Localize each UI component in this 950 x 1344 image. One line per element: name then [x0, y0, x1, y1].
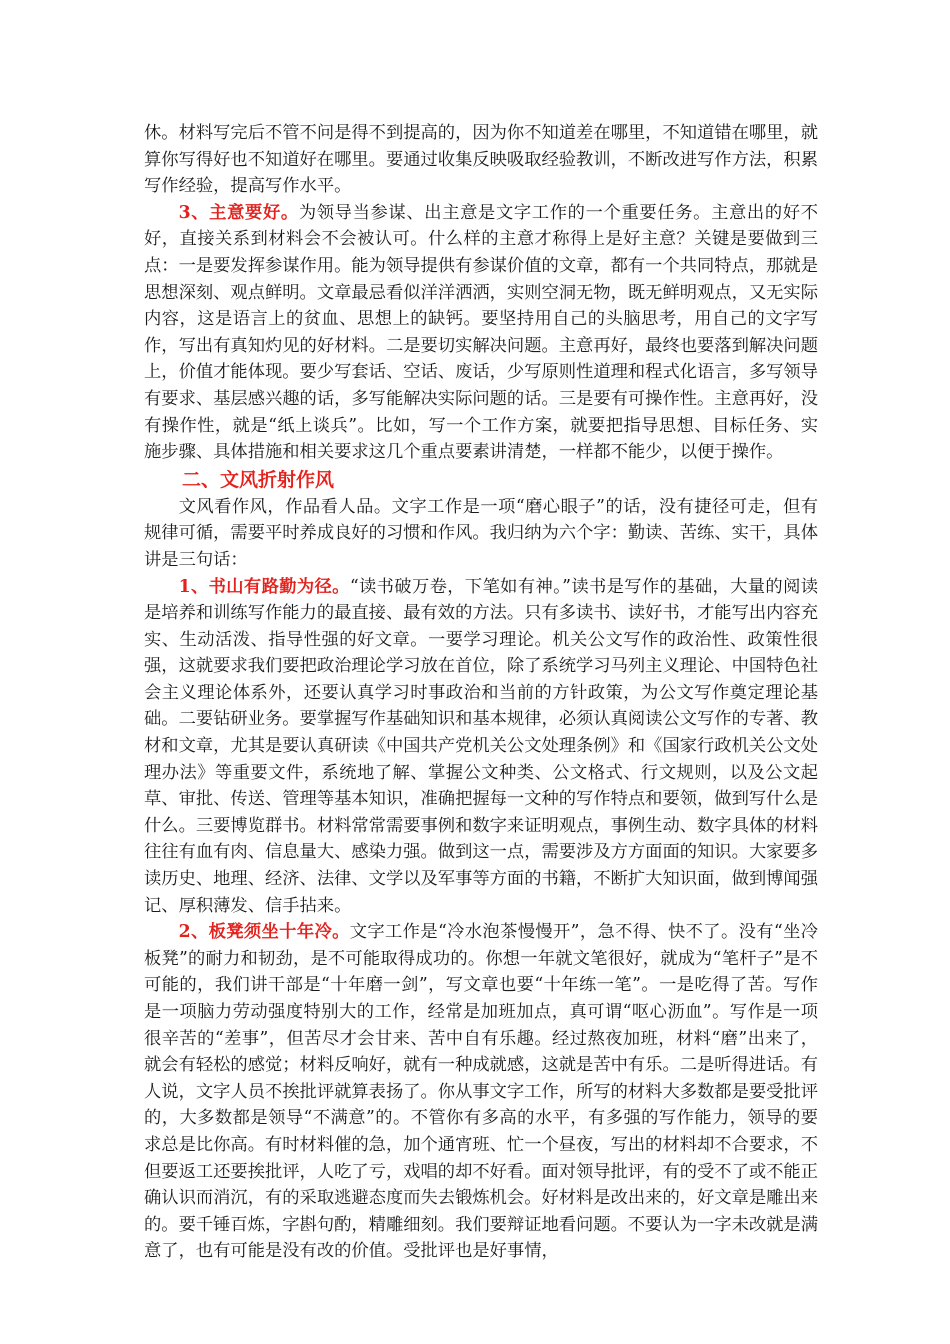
item-1-heading: 1、书山有路勤为径。: [178, 576, 350, 597]
item-1-body: “读书破万卷，下笔如有神。”读书是写作的基础，大量的阅读是培养和训练写作能力的最直接、最有效的方法。只有多读书、读好书，才能写出内容充实、生动活泼、指导性强的好文章。一要学习理论。机关公文写作的政治性、政策性很强，这就要求我们要把政治理论学习放在首位，除了系统学习马列主义理论、中国特色社会主义理论体系外，还要认真学习时事政治和当前的方针政策，为公文写作奠定理论基础。二要钻研业务。要掌握写作基础知识和基本规律，必须认真阅读公文写作的专著、教材和文章，尤其是要认真研读《中国共产党机关公文处理条例》和《国家行政机关公文处理办法》等重要文件，系统地了解、掌握公文种类、公文格式、行文规则，以及公文起草、审批、传送、管理等基本知识，准确把握每一文种的写作特点和要领，做到写什么是什么。三要博览群书。材料常常需要事例和数字来证明观点，事例生动、数字具体的材料往往有血有肉、信息量大、感染力强。做到这一点，需要涉及方方面面的知识。大家要多读历史、地理、经济、法律、文学以及军事等方面的书籍，不断扩大知识面，做到博闻强记、厚积薄发、信手拈来。: [144, 576, 819, 916]
paragraph-item-2: [144, 919, 818, 1265]
item-2-body: 文字工作是“冷水泡茶慢慢开”，急不得、快不了。没有“坐冷板凳”的耐力和韧劲，是不可能取得成功的。你想一年就文笔很好，就成为“笔杆子”是不可能的，我们讲干部是“十年磨一剑”，写文章也要“十年练一笔”。一是吃得了苦。写作是一项脑力劳动强度特别大的工作，经常是加班加点，真可谓“呕心沥血”。写作是一项很辛苦的“差事”，但苦尽才会甘来、苦中自有乐趣。经过熬夜加班，材料“磨”出来了，就会有轻松的感觉；材料反响好，就有一种成就感，这就是苦中有乐。二是听得进话。有人说，文字人员不挨批评就算表扬了。你从事文字工作，所写的材料大多数都是要受批评的，大多数都是领导“不满意”的。不管你有多高的水平，有多强的写作能力，领导的要求总是比你高。有时材料催的急，加个通宵班、忙一个昼夜，写出的材料却不合要求，不但要返工还要挨批评，人吃了亏，戏唱的却不好看。面对领导批评，有的受不了或不能正确认识而消沉，有的采取逃避态度而失去锻炼机会。好材料是改出来的，好文章是雕出来的。要千锤百炼，字斟句酌，精雕细刻。我们要辩证地看问题。不要认为一字未改就是满意了，也有可能是没有改的价值。受批评也是好事情，: [144, 922, 818, 1262]
paragraph-point-3: [144, 200, 818, 466]
point-3-heading: 3、主意要好。: [178, 202, 299, 223]
document-page: [144, 120, 818, 1265]
point-3-body: 为领导当参谋、出主意是文字工作的一个重要任务。主意出的好不好，直接关系到材料会不会被认可。什么样的主意才称得上是好主意？关键是要做到三点：一是要发挥参谋作用。能为领导提供有参谋价值的文章，都有一个共同特点，那就是思想深刻、观点鲜明。文章最忌看似洋洋洒洒，实则空洞无物，既无鲜明观点，又无实际内容，这是语言上的贫血、思想上的缺钙。要坚持用自己的头脑思考，用自己的文字写作，写出有真知灼见的好材料。二是要切实解决问题。主意再好，最终也要落到解决问题上，价值才能体现。要少写套话、空话、废话，少写原则性道理和程式化语言，多写领导有要求、基层感兴趣的话，多写能解决实际问题的话。三是要有可操作性。主意再好，没有操作性，就是“纸上谈兵”。比如，写一个工作方案，就要把指导思想、目标任务、实施步骤、具体措施和相关要求这几个重点要素讲清楚，一样都不能少，以便于操作。: [144, 202, 818, 463]
paragraph-continuation: 休。材料写完后不管不问是得不到提高的，因为你不知道差在哪里，不知道错在哪里，就算你写得好也不知道好在哪里。要通过收集反映吸取经验教训，不断改进写作方法，积累写作经验，提高写作水平。: [144, 123, 818, 197]
paragraph-item-1: [144, 574, 818, 920]
section-2-heading: 二、文风折射作风: [182, 468, 335, 491]
section-2-intro: 文风看作风，作品看人品。文字工作是一项“磨心眼子”的话，没有捷径可走，但有规律可循，需要平时养成良好的习惯和作风。我归纳为六个字：勤读、苦练、实干，具体讲是三句话：: [144, 496, 818, 570]
item-2-heading: 2、板凳须坐十年冷。: [178, 922, 350, 943]
